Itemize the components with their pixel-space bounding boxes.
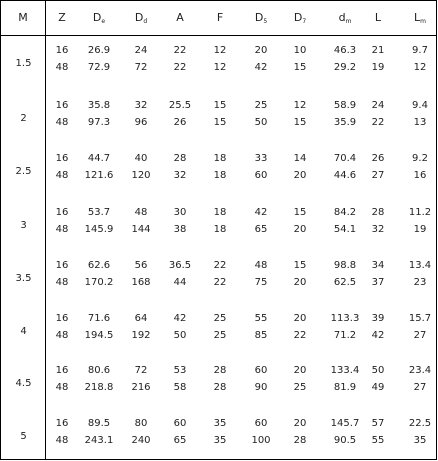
table-cell: 25 xyxy=(213,330,227,341)
table-cell: 44.7 xyxy=(87,153,111,164)
table-cell: 15 xyxy=(293,260,307,271)
table-cell: 48 xyxy=(55,382,69,393)
table-cell: 22.5 xyxy=(408,418,432,429)
header-cell xyxy=(42,12,82,24)
table-cell: 58.9 xyxy=(333,100,357,111)
table-cell: 40 xyxy=(134,153,148,164)
table-cell: 60 xyxy=(254,418,268,429)
table-cell: 13 xyxy=(413,117,427,128)
module-value: 2.5 xyxy=(15,166,32,177)
table-cell: 72.9 xyxy=(87,62,111,73)
table-cell: 194.5 xyxy=(84,330,114,341)
table-cell: 22 xyxy=(293,330,307,341)
table-cell: 65 xyxy=(254,224,268,235)
table-cell: 50 xyxy=(173,330,187,341)
header-subscript: d xyxy=(143,18,148,25)
module-value: 3 xyxy=(20,220,27,231)
header-label: D xyxy=(254,11,264,24)
table-cell: 53.7 xyxy=(87,207,111,218)
table-cell: 39 xyxy=(371,313,385,324)
table-cell: 11.2 xyxy=(408,207,432,218)
header-subscript: m xyxy=(345,18,352,25)
table-cell: 28 xyxy=(371,207,385,218)
table-cell: 42 xyxy=(371,330,385,341)
table-cell: 35.8 xyxy=(87,100,111,111)
table-cell: 100 xyxy=(251,435,271,446)
table-cell: 71.6 xyxy=(87,313,111,324)
table-cell: 15 xyxy=(293,117,307,128)
table-cell: 34 xyxy=(371,260,385,271)
table-cell: 70.4 xyxy=(333,153,357,164)
header-cell xyxy=(358,12,398,24)
table-cell: 25 xyxy=(254,100,268,111)
header-label: D xyxy=(92,11,102,24)
table-cell: 32 xyxy=(173,170,187,181)
table-cell: 36.5 xyxy=(168,260,192,271)
table-cell: 48 xyxy=(55,117,69,128)
table-cell: 192 xyxy=(131,330,151,341)
table-cell: 20 xyxy=(293,418,307,429)
table-cell: 64 xyxy=(134,313,148,324)
table-cell: 42 xyxy=(173,313,187,324)
table-cell: 48 xyxy=(55,435,69,446)
table-cell: 46.3 xyxy=(333,45,357,56)
header-subscript: 7 xyxy=(302,18,307,25)
table-cell: 48 xyxy=(55,277,69,288)
table-cell: 44 xyxy=(173,277,187,288)
table-cell: 26.9 xyxy=(87,45,111,56)
header-label: L xyxy=(414,11,421,24)
table-cell: 133.4 xyxy=(330,365,360,376)
header-label: A xyxy=(176,11,184,24)
table-cell: 28 xyxy=(293,435,307,446)
table-cell: 89.5 xyxy=(87,418,111,429)
table-cell: 62.5 xyxy=(333,277,357,288)
table-cell: 30 xyxy=(173,207,187,218)
table-cell: 44.6 xyxy=(333,170,357,181)
table-cell: 24 xyxy=(134,45,148,56)
table-cell: 26 xyxy=(371,153,385,164)
header-cell xyxy=(280,12,320,28)
table-cell: 21 xyxy=(371,45,385,56)
header-cell xyxy=(160,12,200,24)
module-value: 4.5 xyxy=(15,378,32,389)
table-cell: 121.6 xyxy=(84,170,114,181)
table-cell: 60 xyxy=(254,365,268,376)
table-cell: 13.4 xyxy=(408,260,432,271)
table-cell: 9.4 xyxy=(412,100,428,111)
table-cell: 25 xyxy=(213,313,227,324)
table-cell: 16 xyxy=(55,153,69,164)
table-cell: 55 xyxy=(371,435,385,446)
table-cell: 22 xyxy=(371,117,385,128)
table-cell: 26 xyxy=(173,117,187,128)
header-label: Z xyxy=(58,11,66,24)
module-value: 2 xyxy=(20,113,27,124)
table-cell: 35.9 xyxy=(333,117,357,128)
header-label: F xyxy=(216,11,224,24)
table-cell: 12 xyxy=(293,100,307,111)
table-cell: 22 xyxy=(173,45,187,56)
table-cell: 25.5 xyxy=(168,100,192,111)
table-cell: 12 xyxy=(213,45,227,56)
table-cell: 72 xyxy=(134,62,148,73)
table-cell: 96 xyxy=(134,117,148,128)
table-cell: 48 xyxy=(254,260,268,271)
table-cell: 37 xyxy=(371,277,385,288)
module-value: 1.5 xyxy=(15,58,32,69)
table-cell: 49 xyxy=(371,382,385,393)
table-cell: 9.7 xyxy=(412,45,428,56)
table-cell: 48 xyxy=(134,207,148,218)
table-cell: 42 xyxy=(254,62,268,73)
table-cell: 20 xyxy=(293,365,307,376)
table-cell: 62.6 xyxy=(87,260,111,271)
table-cell: 20 xyxy=(293,170,307,181)
table-cell: 60 xyxy=(173,418,187,429)
header-cell xyxy=(241,12,281,28)
table-cell: 243.1 xyxy=(84,435,114,446)
module-value: 3.5 xyxy=(15,273,32,284)
table-cell: 145.7 xyxy=(330,418,360,429)
table-cell: 22 xyxy=(213,277,227,288)
table-cell: 16 xyxy=(55,365,69,376)
table-cell: 144 xyxy=(131,224,151,235)
table-cell: 72 xyxy=(134,365,148,376)
table-cell: 32 xyxy=(134,100,148,111)
table-cell: 81.9 xyxy=(333,382,357,393)
table-cell: 35 xyxy=(213,435,227,446)
table-cell: 38 xyxy=(173,224,187,235)
table-cell: 80 xyxy=(134,418,148,429)
table-cell: 168 xyxy=(131,277,151,288)
table-cell: 48 xyxy=(55,62,69,73)
table-cell: 48 xyxy=(55,170,69,181)
table-cell: 29.2 xyxy=(333,62,357,73)
table-cell: 28 xyxy=(213,365,227,376)
table-cell: 15.7 xyxy=(408,313,432,324)
table-cell: 55 xyxy=(254,313,268,324)
header-label: M xyxy=(18,11,28,24)
table-cell: 90 xyxy=(254,382,268,393)
table-cell: 90.5 xyxy=(333,435,357,446)
table-cell: 20 xyxy=(293,224,307,235)
table-cell: 18 xyxy=(213,153,227,164)
header-cell xyxy=(121,12,161,28)
table-cell: 10 xyxy=(293,45,307,56)
table-cell: 20 xyxy=(254,45,268,56)
table-cell: 65 xyxy=(173,435,187,446)
table-cell: 48 xyxy=(55,330,69,341)
table-cell: 25 xyxy=(293,382,307,393)
header-cell xyxy=(200,12,240,24)
table-cell: 80.6 xyxy=(87,365,111,376)
module-value: 4 xyxy=(20,326,27,337)
table-cell: 27 xyxy=(413,330,427,341)
table-cell: 50 xyxy=(371,365,385,376)
table-cell: 23.4 xyxy=(408,365,432,376)
header-label: d xyxy=(338,11,346,24)
table-cell: 22 xyxy=(173,62,187,73)
table-cell: 9.2 xyxy=(412,153,428,164)
header-label: D xyxy=(293,11,303,24)
table-cell: 20 xyxy=(293,313,307,324)
table-cell: 27 xyxy=(371,170,385,181)
table-cell: 22 xyxy=(213,260,227,271)
header-subscript: 5 xyxy=(263,18,268,25)
header-cell xyxy=(400,12,438,28)
table-cell: 24 xyxy=(371,100,385,111)
table-cell: 19 xyxy=(371,62,385,73)
table-cell: 145.9 xyxy=(84,224,114,235)
table-cell: 14 xyxy=(293,153,307,164)
table-cell: 60 xyxy=(254,170,268,181)
table-cell: 84.2 xyxy=(333,207,357,218)
table-cell: 27 xyxy=(413,382,427,393)
table-cell: 54.1 xyxy=(333,224,357,235)
table-cell: 18 xyxy=(213,170,227,181)
table-cell: 57 xyxy=(371,418,385,429)
table-cell: 120 xyxy=(131,170,151,181)
table-cell: 216 xyxy=(131,382,151,393)
table-cell: 97.3 xyxy=(87,117,111,128)
table-cell: 28 xyxy=(173,153,187,164)
table-cell: 71.2 xyxy=(333,330,357,341)
table-cell: 58 xyxy=(173,382,187,393)
table-cell: 48 xyxy=(55,224,69,235)
table-cell: 16 xyxy=(55,260,69,271)
table-cell: 16 xyxy=(55,313,69,324)
table-cell: 18 xyxy=(213,224,227,235)
table-cell: 240 xyxy=(131,435,151,446)
table-cell: 218.8 xyxy=(84,382,114,393)
table-cell: 19 xyxy=(413,224,427,235)
header-cell xyxy=(79,12,119,28)
table-cell: 23 xyxy=(413,277,427,288)
header-subscript: e xyxy=(101,18,106,25)
table-cell: 53 xyxy=(173,365,187,376)
table-cell: 20 xyxy=(293,277,307,288)
table-cell: 15 xyxy=(293,207,307,218)
header-cell xyxy=(3,12,43,24)
table-cell: 33 xyxy=(254,153,268,164)
table-cell: 56 xyxy=(134,260,148,271)
table-cell: 16 xyxy=(55,45,69,56)
table-cell: 32 xyxy=(371,224,385,235)
table-cell: 15 xyxy=(293,62,307,73)
table-cell: 16 xyxy=(55,100,69,111)
table-cell: 12 xyxy=(413,62,427,73)
table-cell: 16 xyxy=(55,418,69,429)
table-cell: 85 xyxy=(254,330,268,341)
table-cell: 35 xyxy=(413,435,427,446)
header-subscript: m xyxy=(420,18,426,25)
table-cell: 28 xyxy=(213,382,227,393)
header-label: D xyxy=(134,11,144,24)
table-cell: 15 xyxy=(213,117,227,128)
table-cell: 98.8 xyxy=(333,260,357,271)
table-cell: 42 xyxy=(254,207,268,218)
table-cell: 16 xyxy=(413,170,427,181)
table-cell: 35 xyxy=(213,418,227,429)
table-cell: 75 xyxy=(254,277,268,288)
table-cell: 16 xyxy=(55,207,69,218)
table-cell: 18 xyxy=(213,207,227,218)
header-label: L xyxy=(374,11,382,24)
table-cell: 113.3 xyxy=(330,313,360,324)
table-cell: 15 xyxy=(213,100,227,111)
table-cell: 12 xyxy=(213,62,227,73)
table-cell: 50 xyxy=(254,117,268,128)
module-value: 5 xyxy=(20,431,27,442)
table-cell: 170.2 xyxy=(84,277,114,288)
